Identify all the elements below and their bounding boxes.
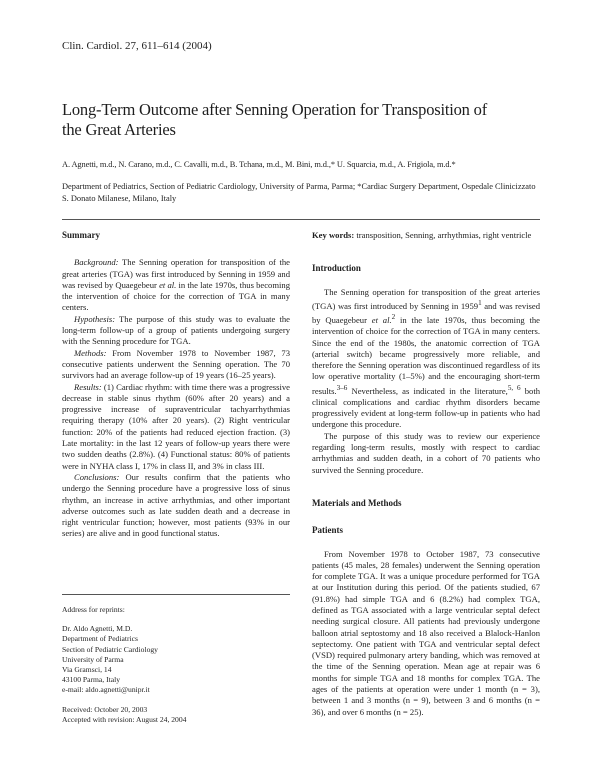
reprint-address bbox=[62, 605, 290, 725]
author-list: A. Agnetti, m.d., N. Carano, m.d., C. Cavalli, m.d., B. Tchana, m.d., M. Bini, m.d.,* U. Squarcia, m.d., A. Frigiola, m.d.* bbox=[62, 160, 456, 169]
address-line: Dr. Aldo Agnetti, M.D. bbox=[62, 624, 133, 634]
methods-heading: Materials and Methods bbox=[312, 497, 402, 508]
summary-background: Background: The Senning operation for transposition of the great arteries (TGA) was first introduced by Senning in 1959 and was revised by Quaegebeur et al. in the late 1970s, thus becoming the intervention of choice for the correction of TGA in many centers. bbox=[62, 257, 290, 313]
article-title bbox=[62, 100, 542, 140]
address-email: e-mail: aldo.agnetti@unipr.it bbox=[62, 685, 150, 695]
summary-hypothesis: Hypothesis: The purpose of this study was to evaluate the long-term follow-up of a group of patients undergoing surgery with the Senning procedure for TGA. bbox=[62, 313, 290, 347]
address-line: University of Parma bbox=[62, 654, 124, 664]
introduction-paragraph-1: The Senning operation for transposition of the great arteries (TGA) was first introduced by Senning in 1959$^1$ and was revised by Quaegebeur et al.$^2$ in the late 1970s, thus becoming the intervention of choice for the correction of TGA in many centers. Since the end of the 1980s, the anatomic correction of TGA (arterial switch) became progressively more reliable, and therefore the Senning operation was discontinued regardless of its low operative mortality (1–5%) and the encouraging short-term results.$^{3-6}$ Nevertheless, as indicated in the literature,$^{5, 6}$ both clinical complications and cardiac rhythm disorders became progressively evident at long-term follow-up in patients who had undergone this procedure. bbox=[312, 286, 540, 430]
address-line: 43100 Parma, Italy bbox=[62, 675, 120, 685]
address-line: Via Gramsci, 14 bbox=[62, 665, 112, 675]
address-label: Address for reprints: bbox=[62, 605, 125, 614]
address-line: Section of Pediatric Cardiology bbox=[62, 644, 158, 654]
summary-section bbox=[62, 230, 290, 540]
right-column bbox=[312, 230, 540, 718]
affiliation: Department of Pediatrics, Section of Pediatric Cardiology, University of Parma, Parma; *Cardiac Surgery Department, Ospedale Clinicizzato S. Donato Milanese, Milano, Italy bbox=[62, 182, 536, 203]
introduction-heading: Introduction bbox=[312, 263, 361, 274]
introduction-paragraph-2: The purpose of this study was to review our experience regarding long-term results, mostly with respect to cardiac arrhythmias and sudden death, in a cohort of 70 patients who survived the Senning procedure. bbox=[312, 430, 540, 475]
patients-paragraph: From November 1978 to October 1987, 73 consecutive patients (45 males, 28 females) underwent the Senning operation for complete TGA. It was a unique procedure performed for TGA at our Institution during this period. Of the patients studied, 67 (91.8%) had simple TGA and 6 (8.2%) had complex TGA, defined as TGA associated with a large ventricular septal defect needing surgical closure. All patients had previously undergone balloon atrial septostomy and 18 also received a Blalock-Hanlon septectomy. One patient with TGA and ventricular septal defect (VSD) required pulmonary artery banding, which was removed at the time of the Senning operation. Mean age at repair was 6 months for simple TGA and 18 months for complex TGA. The ages of the patients at operation were under 1 month (n = 3), between 1 and 3 months (n = 9), between 3 and 6 months (n = 36), and over 6 months (n = 25). bbox=[312, 548, 540, 717]
title-line-1: Long-Term Outcome after Senning Operation for Transposition of bbox=[62, 100, 487, 119]
accepted-date: Accepted with revision: August 24, 2004 bbox=[62, 714, 187, 724]
address-line: Department of Pediatrics bbox=[62, 634, 138, 644]
summary-heading: Summary bbox=[62, 230, 100, 240]
journal-citation: Clin. Cardiol. 27, 611–614 (2004) bbox=[62, 40, 212, 52]
title-line-2: the Great Arteries bbox=[62, 120, 176, 139]
keywords: Key words: transposition, Senning, arrhythmias, right ventricle bbox=[312, 230, 532, 240]
summary-methods: Methods: From November 1978 to November 1987, 73 consecutive patients underwent the Senning operation. The 70 survivors had an average follow-up of 19 years (16–25 years). bbox=[62, 347, 290, 381]
patients-subheading: Patients bbox=[312, 525, 343, 536]
summary-results: Results: (1) Cardiac rhythm: with time there was a progressive decrease in stable sinus rhythm (60% after 20 years) and a progressive increase of supraventricular tachyarrhythmias requiring therapy (10% after 20 years). (2) Right ventricular function: 20% of the patients had reduced ejection fraction. (3) Late mortality: in the last 12 years of follow-up years there were two sudden deaths (2.8%). (4) Functional status: 80% of patients were in NYHA class I, 17% in class II, and 3% in class III. bbox=[62, 381, 290, 471]
summary-conclusions: Conclusions: Our results confirm that the patients who undergo the Senning procedure have a progressive loss of sinus rhythm, an increase in active arrhythmias, and other important adverse outcomes such as late sudden death and a decrease in right ventricular function; however, most patients (93% in our series) are alive and in good functional status. bbox=[62, 471, 290, 539]
header-rule bbox=[62, 219, 540, 220]
received-date: Received: October 20, 2003 bbox=[62, 704, 148, 714]
address-rule bbox=[62, 594, 290, 595]
